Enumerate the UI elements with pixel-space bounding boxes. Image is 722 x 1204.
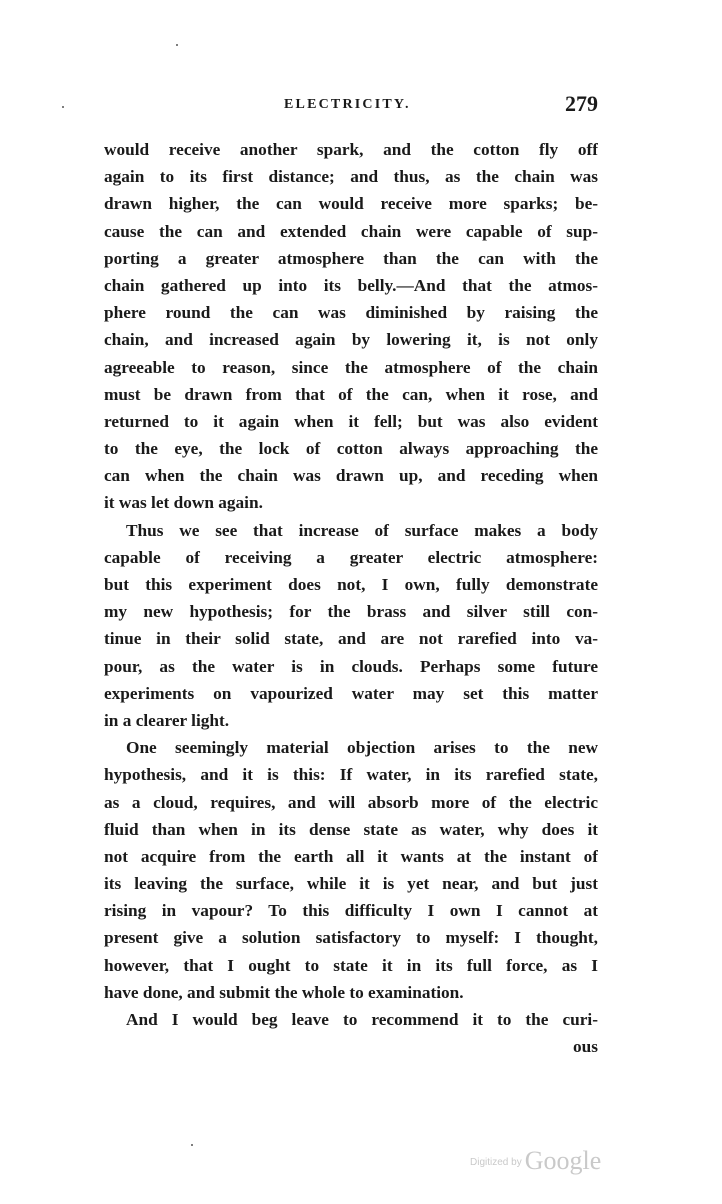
ink-speck: [176, 44, 178, 46]
text-line: have done, and submit the whole to examination.: [104, 982, 464, 1002]
text-line: hypothesis, and it is this: If water, in its rarefied state,: [104, 765, 598, 785]
text-line: however, that I ought to state it in its full force, as I: [104, 955, 598, 975]
text-line: chain, and increased again by lowering it, is not only: [104, 330, 598, 350]
text-line: pour, as the water is in clouds. Perhaps some future: [104, 656, 598, 676]
text-line: returned to it again when it fell; but was also evident: [104, 411, 598, 431]
running-title: ELECTRICITY.: [284, 97, 411, 112]
text-line: to the eye, the lock of cotton always approaching the: [104, 439, 598, 459]
text-line: as a cloud, requires, and will absorb more of the electric: [104, 792, 598, 812]
text-line: again to its first distance; and thus, as the chain was: [104, 167, 598, 187]
watermark-prefix: Digitized by: [470, 1157, 522, 1168]
text-line: its leaving the surface, while it is yet near, and but just: [104, 874, 598, 894]
ink-speck: [62, 106, 64, 108]
running-head: [104, 91, 598, 125]
text-line: my new hypothesis; for the brass and silver still con-: [104, 602, 598, 622]
text-line: fluid than when in its dense state as water, why does it: [104, 819, 598, 839]
text-line: Thus we see that increase of surface makes a body: [126, 520, 598, 540]
text-line: capable of receiving a greater electric atmosphere:: [104, 547, 598, 567]
text-line: chain gathered up into its belly.—And that the atmos-: [104, 275, 598, 295]
text-line: not acquire from the earth all it wants at the instant of: [104, 846, 598, 866]
text-line: rising in vapour? To this difficulty I own I cannot at: [104, 901, 598, 921]
text-line: cause the can and extended chain were capable of sup-: [104, 221, 598, 241]
text-line: but this experiment does not, I own, fully demonstrate: [104, 575, 598, 594]
text-line: phere round the can was diminished by raising the: [104, 303, 598, 323]
text-line: it was let down again.: [104, 493, 263, 513]
text-line: must be drawn from that of the can, when it rose, and: [104, 384, 598, 404]
text-line: drawn higher, the can would receive more sparks; be-: [104, 194, 598, 214]
text-line: would receive another spark, and the cotton fly off: [104, 140, 598, 159]
text-line: tinue in their solid state, and are not rarefied into va-: [104, 629, 598, 649]
ink-speck: [191, 1144, 193, 1146]
text-line: experiments on vapourized water may set this matter: [104, 683, 598, 703]
text-line: agreeable to reason, since the atmosphere of the chain: [104, 357, 598, 377]
catchword: ous: [573, 1037, 598, 1057]
text-line: porting a greater atmosphere than the can with the: [104, 248, 598, 268]
text-line: can when the chain was drawn up, and receding when: [104, 466, 598, 486]
text-line: And I would beg leave to recommend it to the curi-: [126, 1010, 598, 1029]
body-text: [104, 136, 598, 1060]
digitized-watermark: [470, 1146, 601, 1176]
page-number: 279: [565, 91, 598, 116]
text-line: in a clearer light.: [104, 710, 230, 730]
watermark-brand: Google: [524, 1146, 602, 1175]
text-line: One seemingly material objection arises to the new: [126, 738, 598, 758]
text-line: present give a solution satisfactory to myself: I thought,: [104, 928, 598, 948]
